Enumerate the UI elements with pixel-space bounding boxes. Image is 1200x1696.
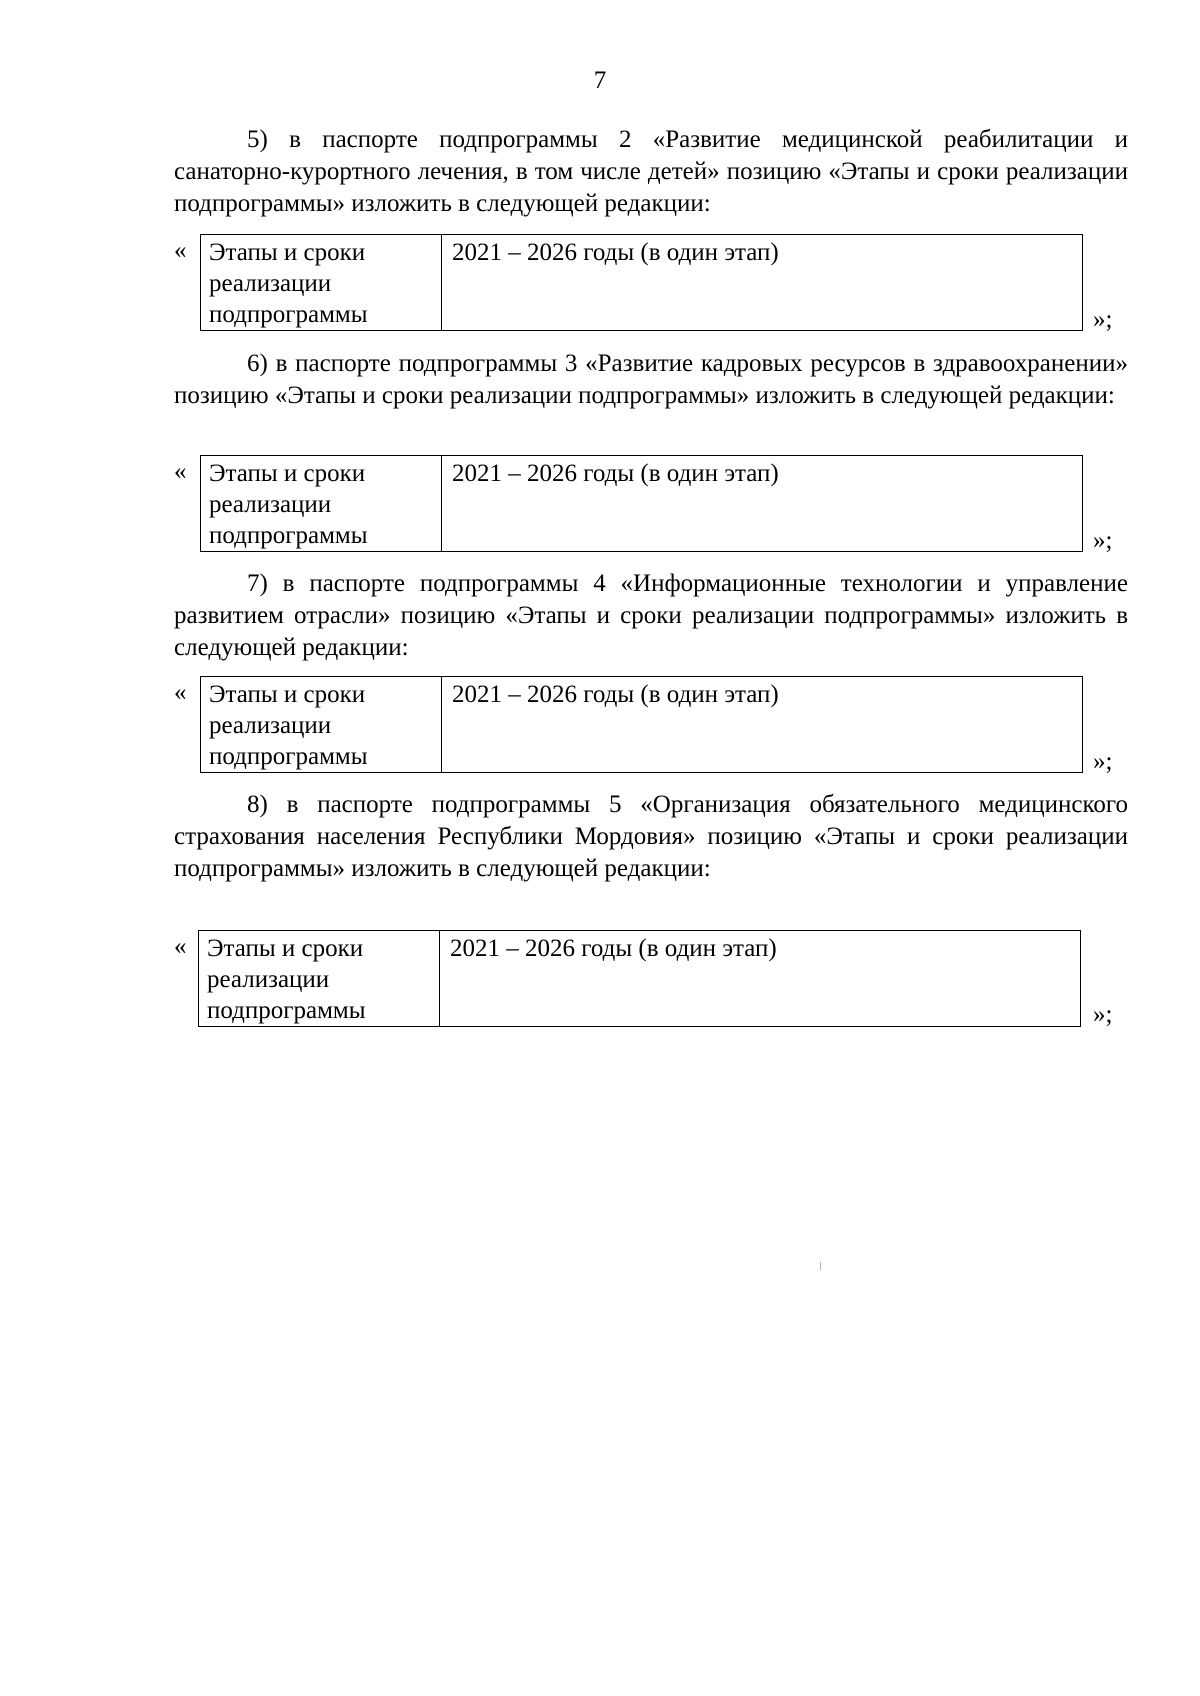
- position-value-cell: [442, 456, 1083, 552]
- position-label: Этапы и сроки реализации подпрограммы: [207, 935, 366, 1024]
- position-value: 2021 – 2026 годы (в один этап): [452, 681, 779, 708]
- position-label: Этапы и сроки реализации подпрограммы: [209, 239, 368, 328]
- opening-quote: «: [174, 237, 187, 264]
- position-value: 2021 – 2026 годы (в один этап): [452, 239, 779, 266]
- position-value: 2021 – 2026 годы (в один этап): [450, 935, 777, 962]
- amendment-paragraph-7: 7) в паспорте подпрограммы 4 «Информационные технологии и управление развитием отрасли» позицию «Этапы и сроки реализации подпрограммы» изложить в следующей редакции:: [174, 570, 1128, 661]
- closing-quote: »;: [1093, 748, 1113, 775]
- position-label-cell: [201, 235, 442, 331]
- position-value: 2021 – 2026 годы (в один этап): [452, 460, 779, 487]
- position-table-6: [200, 455, 1083, 552]
- closing-quote: »;: [1093, 527, 1113, 554]
- position-label: Этапы и сроки реализации подпрограммы: [209, 460, 368, 549]
- opening-quote: «: [174, 933, 187, 960]
- position-value-cell: [442, 677, 1083, 773]
- position-label-cell: [199, 931, 440, 1027]
- position-value-cell: [442, 235, 1083, 331]
- position-table-5: [200, 234, 1083, 331]
- position-value-cell: [440, 931, 1081, 1027]
- page-number: 7: [593, 67, 607, 94]
- amendment-paragraph-8: 8) в паспорте подпрограммы 5 «Организация обязательного медицинского страхования населения Республики Мордовия» позицию «Этапы и сроки реализации подпрограммы» изложить в следующей редакции:: [174, 791, 1128, 882]
- position-label-cell: [201, 456, 442, 552]
- table-row: [201, 456, 1083, 552]
- amendment-paragraph-6: 6) в паспорте подпрограммы 3 «Развитие кадровых ресурсов в здравоохранении» позицию «Этапы и сроки реализации подпрограммы» изложить в следующей редакции:: [174, 350, 1128, 409]
- amendment-paragraph-5: 5) в паспорте подпрограммы 2 «Развитие медицинской реабилитации и санаторно-курортного лечения, в том числе детей» позицию «Этапы и сроки реализации подпрограммы» изложить в следующей редакции:: [174, 126, 1128, 217]
- table-row: [199, 931, 1081, 1027]
- table-row: [201, 235, 1083, 331]
- position-table-7: [200, 676, 1083, 773]
- position-table-8: [198, 930, 1081, 1027]
- closing-quote: »;: [1093, 1001, 1113, 1028]
- opening-quote: «: [174, 679, 187, 706]
- table-row: [201, 677, 1083, 773]
- closing-quote: »;: [1093, 306, 1113, 333]
- scan-artifact: [820, 1262, 821, 1270]
- position-label-cell: [201, 677, 442, 773]
- position-label: Этапы и сроки реализации подпрограммы: [209, 681, 368, 770]
- opening-quote: «: [174, 458, 187, 485]
